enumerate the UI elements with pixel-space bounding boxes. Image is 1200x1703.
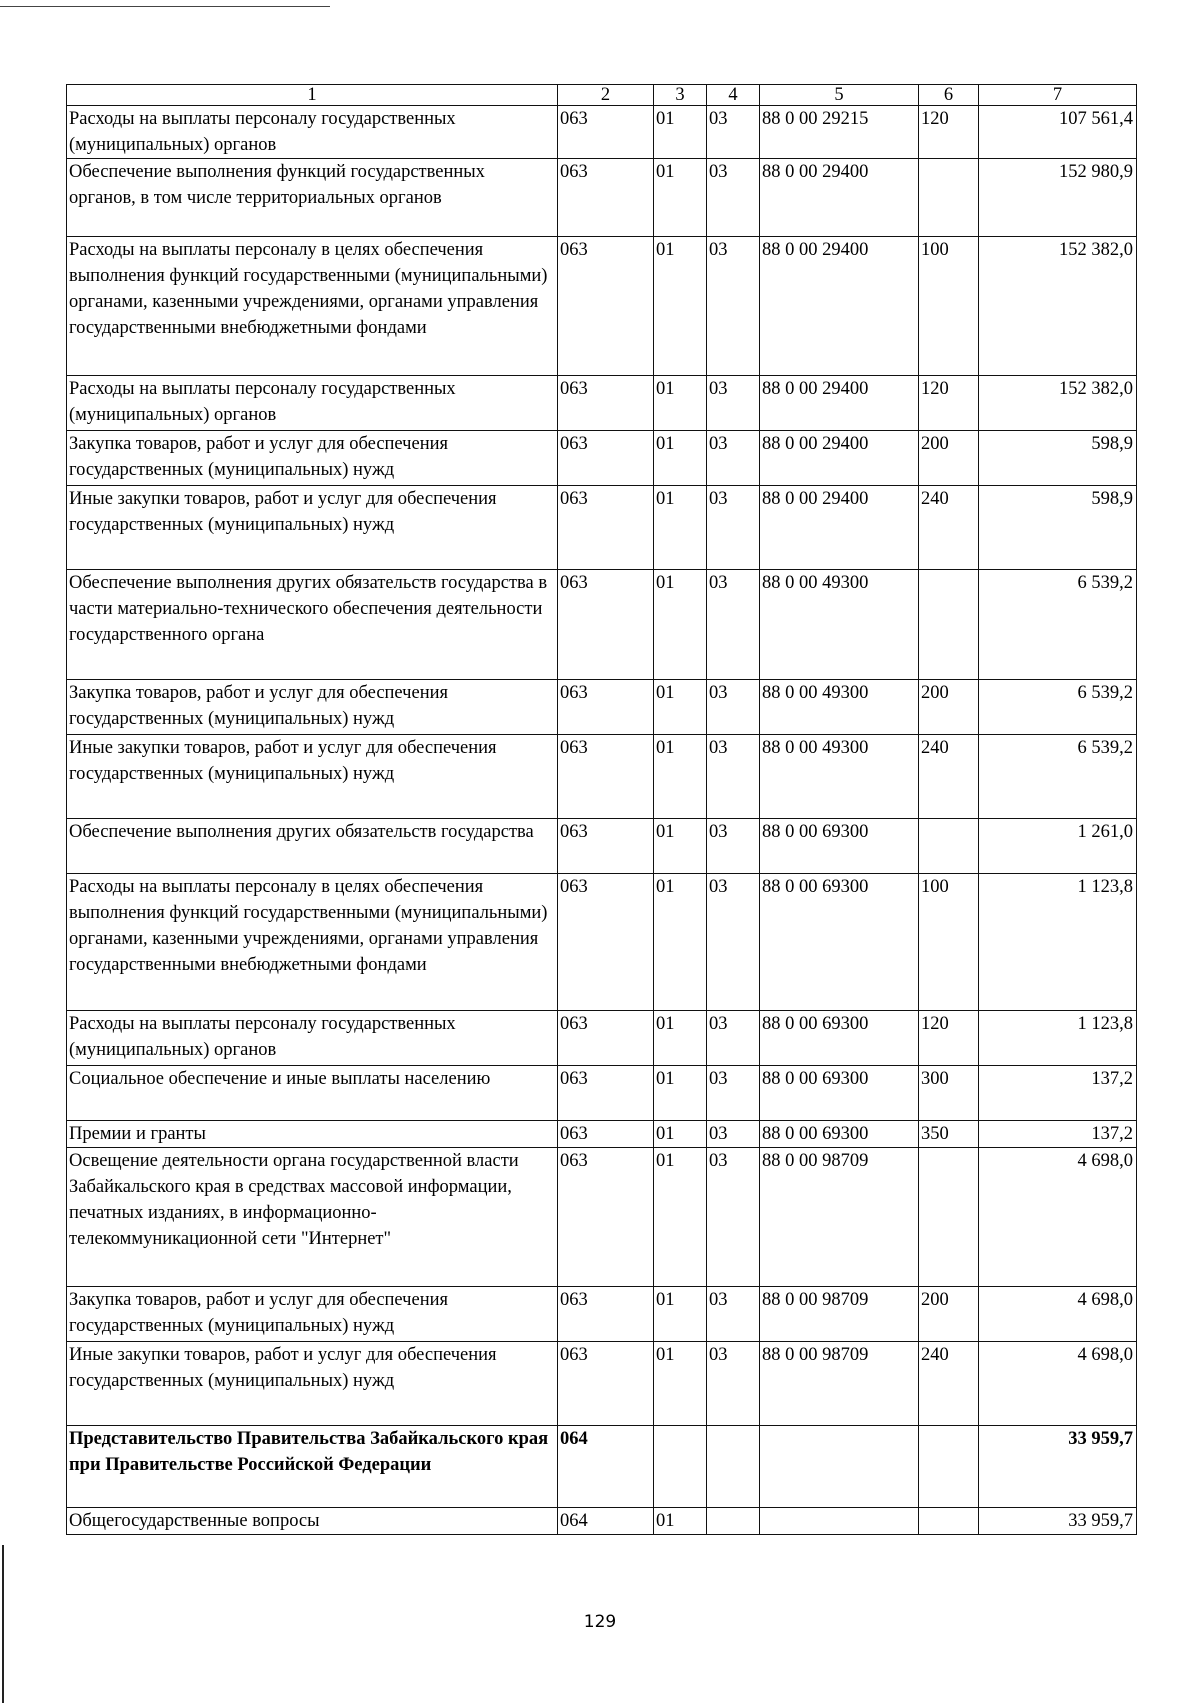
amount: 152 382,0: [979, 376, 1137, 431]
table-row: [67, 1508, 1137, 1535]
target-article-code: 88 0 00 49300: [760, 680, 919, 735]
expense-type-code: 100: [919, 874, 979, 1011]
subsection-code: 03: [707, 1011, 760, 1066]
expense-type-code: 200: [919, 1287, 979, 1342]
amount: 6 539,2: [979, 570, 1137, 680]
ministry-code: 063: [558, 106, 654, 159]
top-scan-rule: [0, 6, 330, 7]
expense-type-code: [919, 1426, 979, 1508]
section-code: 01: [654, 1342, 707, 1426]
target-article-code: 88 0 00 98709: [760, 1342, 919, 1426]
table-row: [67, 1121, 1137, 1148]
target-article-code: 88 0 00 69300: [760, 1066, 919, 1121]
subsection-code: 03: [707, 1287, 760, 1342]
target-article-code: 88 0 00 29400: [760, 486, 919, 570]
ministry-code: 063: [558, 159, 654, 237]
expense-name: Расходы на выплаты персоналу государственных (муниципальных) органов: [67, 376, 558, 431]
amount: 598,9: [979, 486, 1137, 570]
expense-name: Иные закупки товаров, работ и услуг для обеспечения государственных (муниципальных) нужд: [67, 486, 558, 570]
section-code: 01: [654, 237, 707, 376]
amount: 152 382,0: [979, 237, 1137, 376]
amount: 33 959,7: [979, 1426, 1137, 1508]
subsection-code: [707, 1426, 760, 1508]
table-row: [67, 486, 1137, 570]
target-article-code: 88 0 00 29400: [760, 376, 919, 431]
expense-name: Расходы на выплаты персоналу в целях обеспечения выполнения функций государственными (муниципальными) органами, казенными учреждениями, органами управления государственными внебюджетными фондами: [67, 874, 558, 1011]
target-article-code: 88 0 00 98709: [760, 1287, 919, 1342]
target-article-code: 88 0 00 29400: [760, 431, 919, 486]
subsection-code: 03: [707, 237, 760, 376]
ministry-code: 063: [558, 1121, 654, 1148]
target-article-code: [760, 1508, 919, 1535]
subsection-code: 03: [707, 874, 760, 1011]
subsection-code: 03: [707, 431, 760, 486]
ministry-code: 063: [558, 486, 654, 570]
table-row: [67, 1148, 1137, 1287]
expense-type-code: [919, 1148, 979, 1287]
section-code: 01: [654, 486, 707, 570]
table-row: [67, 237, 1137, 376]
expense-type-code: [919, 1508, 979, 1535]
section-code: 01: [654, 874, 707, 1011]
subsection-code: 03: [707, 376, 760, 431]
expense-name: Закупка товаров, работ и услуг для обеспечения государственных (муниципальных) нужд: [67, 680, 558, 735]
expense-type-code: 350: [919, 1121, 979, 1148]
expense-type-code: 240: [919, 486, 979, 570]
table-row: [67, 680, 1137, 735]
subsection-code: 03: [707, 570, 760, 680]
section-code: 01: [654, 431, 707, 486]
expense-name: Иные закупки товаров, работ и услуг для обеспечения государственных (муниципальных) нужд: [67, 735, 558, 819]
column-header: 1: [67, 85, 558, 106]
ministry-code: 063: [558, 237, 654, 376]
section-code: 01: [654, 1011, 707, 1066]
amount: 6 539,2: [979, 680, 1137, 735]
amount: 1 123,8: [979, 1011, 1137, 1066]
target-article-code: [760, 1426, 919, 1508]
target-article-code: 88 0 00 69300: [760, 1121, 919, 1148]
table-row: [67, 376, 1137, 431]
expense-name: Общегосударственные вопросы: [67, 1508, 558, 1535]
target-article-code: 88 0 00 29215: [760, 106, 919, 159]
section-code: 01: [654, 1287, 707, 1342]
ministry-code: 063: [558, 680, 654, 735]
target-article-code: 88 0 00 69300: [760, 874, 919, 1011]
ministry-code: 064: [558, 1508, 654, 1535]
table-row: [67, 874, 1137, 1011]
expense-name: Расходы на выплаты персоналу в целях обеспечения выполнения функций государственными (муниципальными) органами, казенными учреждениями, органами управления государственными внебюджетными фондами: [67, 237, 558, 376]
expense-type-code: 200: [919, 680, 979, 735]
column-header-row: [67, 85, 1137, 106]
column-header: 3: [654, 85, 707, 106]
page-number: 129: [583, 1612, 617, 1632]
expense-name: Расходы на выплаты персоналу государственных (муниципальных) органов: [67, 106, 558, 159]
column-header: 2: [558, 85, 654, 106]
expense-type-code: 100: [919, 237, 979, 376]
amount: 33 959,7: [979, 1508, 1137, 1535]
table-row: [67, 819, 1137, 874]
section-code: 01: [654, 1121, 707, 1148]
expense-type-code: 120: [919, 106, 979, 159]
ministry-code: 063: [558, 1011, 654, 1066]
expense-name: Закупка товаров, работ и услуг для обеспечения государственных (муниципальных) нужд: [67, 1287, 558, 1342]
subsection-code: 03: [707, 159, 760, 237]
ministry-code: 063: [558, 431, 654, 486]
expense-type-code: [919, 570, 979, 680]
table-row: [67, 1342, 1137, 1426]
expense-type-code: [919, 819, 979, 874]
column-header: 4: [707, 85, 760, 106]
section-code: 01: [654, 1066, 707, 1121]
section-code: 01: [654, 680, 707, 735]
expense-name: Обеспечение выполнения функций государственных органов, в том числе территориальных органов: [67, 159, 558, 237]
target-article-code: 88 0 00 69300: [760, 819, 919, 874]
target-article-code: 88 0 00 29400: [760, 159, 919, 237]
table-row: [67, 1287, 1137, 1342]
section-code: 01: [654, 570, 707, 680]
expense-name: Освещение деятельности органа государственной власти Забайкальского края в средствах массовой информации, печатных изданиях, в информационно-телекоммуникационной сети "Интернет": [67, 1148, 558, 1287]
ministry-code: 063: [558, 376, 654, 431]
amount: 1 261,0: [979, 819, 1137, 874]
ministry-code: 063: [558, 1066, 654, 1121]
expense-type-code: 240: [919, 735, 979, 819]
amount: 137,2: [979, 1121, 1137, 1148]
expense-name: Премии и гранты: [67, 1121, 558, 1148]
expense-name: Иные закупки товаров, работ и услуг для обеспечения государственных (муниципальных) нужд: [67, 1342, 558, 1426]
section-code: 01: [654, 106, 707, 159]
amount: 6 539,2: [979, 735, 1137, 819]
expense-name: Закупка товаров, работ и услуг для обеспечения государственных (муниципальных) нужд: [67, 431, 558, 486]
subsection-code: 03: [707, 1342, 760, 1426]
table-row: [67, 1426, 1137, 1508]
ministry-code: 063: [558, 735, 654, 819]
subsection-code: 03: [707, 106, 760, 159]
expense-type-code: 200: [919, 431, 979, 486]
subsection-code: 03: [707, 819, 760, 874]
expense-type-code: 300: [919, 1066, 979, 1121]
amount: 4 698,0: [979, 1342, 1137, 1426]
expense-name: Расходы на выплаты персоналу государственных (муниципальных) органов: [67, 1011, 558, 1066]
target-article-code: 88 0 00 98709: [760, 1148, 919, 1287]
section-code: 01: [654, 819, 707, 874]
section-code: [654, 1426, 707, 1508]
subsection-code: 03: [707, 1066, 760, 1121]
ministry-code: 063: [558, 819, 654, 874]
section-code: 01: [654, 159, 707, 237]
target-article-code: 88 0 00 69300: [760, 1011, 919, 1066]
ministry-code: 063: [558, 1342, 654, 1426]
target-article-code: 88 0 00 49300: [760, 570, 919, 680]
expense-type-code: 120: [919, 1011, 979, 1066]
subsection-code: 03: [707, 486, 760, 570]
amount: 598,9: [979, 431, 1137, 486]
table-row: [67, 1066, 1137, 1121]
amount: 137,2: [979, 1066, 1137, 1121]
subsection-code: [707, 1508, 760, 1535]
section-code: 01: [654, 376, 707, 431]
expense-type-code: 240: [919, 1342, 979, 1426]
expense-name: Социальное обеспечение и иные выплаты населению: [67, 1066, 558, 1121]
table-row: [67, 431, 1137, 486]
section-code: 01: [654, 735, 707, 819]
ministry-code: 063: [558, 1148, 654, 1287]
table-row: [67, 106, 1137, 159]
subsection-code: 03: [707, 680, 760, 735]
amount: 107 561,4: [979, 106, 1137, 159]
subsection-code: 03: [707, 1121, 760, 1148]
expense-name: Представительство Правительства Забайкальского края при Правительстве Российской Федерации: [67, 1426, 558, 1508]
budget-table: [66, 84, 1137, 1535]
section-code: 01: [654, 1148, 707, 1287]
amount: 152 980,9: [979, 159, 1137, 237]
ministry-code: 063: [558, 874, 654, 1011]
ministry-code: 064: [558, 1426, 654, 1508]
amount: 1 123,8: [979, 874, 1137, 1011]
amount: 4 698,0: [979, 1287, 1137, 1342]
subsection-code: 03: [707, 1148, 760, 1287]
amount: 4 698,0: [979, 1148, 1137, 1287]
section-code: 01: [654, 1508, 707, 1535]
ministry-code: 063: [558, 570, 654, 680]
column-header: 6: [919, 85, 979, 106]
column-header: 5: [760, 85, 919, 106]
table-row: [67, 159, 1137, 237]
target-article-code: 88 0 00 29400: [760, 237, 919, 376]
expense-type-code: 120: [919, 376, 979, 431]
expense-name: Обеспечение выполнения других обязательств государства: [67, 819, 558, 874]
table-row: [67, 570, 1137, 680]
target-article-code: 88 0 00 49300: [760, 735, 919, 819]
table-row: [67, 1011, 1137, 1066]
ministry-code: 063: [558, 1287, 654, 1342]
expense-type-code: [919, 159, 979, 237]
column-header: 7: [979, 85, 1137, 106]
table-row: [67, 735, 1137, 819]
expense-name: Обеспечение выполнения других обязательств государства в части материально-технического обеспечения деятельности государственного органа: [67, 570, 558, 680]
subsection-code: 03: [707, 735, 760, 819]
